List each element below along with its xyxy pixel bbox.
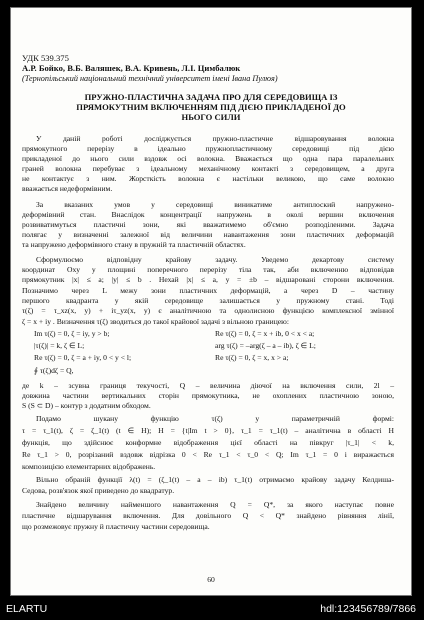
body-line: пластичне відшарування включення. Для довільного Q < Q* знайдено рівняння лінії, [22,511,394,520]
document-page [10,7,412,596]
body-line: граней волокна перебуває з ідеальному механічному контакті з середовищем, а друга [22,164,394,173]
authors: А.Р. Бойко, В.Б. Валяшек, В.А. Кривень, Л.І. Цимбалюк [22,63,241,73]
body-line: довжина частини вертикальних сторін прямокутника, не охоплених пластичною зоною, [22,391,394,400]
body-line: ζ = x + iy . Визначення τ(ζ) зводиться до такої крайової задачі з вільною границею: [22,317,289,326]
body-line: першого квадранта у якій середовище залишається у пружному стані. Тоді [22,296,394,305]
title-line: ПРЯМОКУТНИМ ВКЛЮЧЕННЯМ ПІД ДІЄЮ ПРИКЛАДЕНОЇ ДО [76,102,346,112]
body-line: координат Oxy у площині поперечного перерізу тіла так, аби включенню відповідав [22,265,394,274]
equation: Im τ(ζ) = 0, ζ = iy, y > b; [34,329,110,338]
equation: ∮ τ(ζ)dζ = Q, [34,366,74,375]
affiliation: (Тернопільський національний технічний університет імені Івана Пулюя) [22,74,278,83]
body-line: Вільно обраній функції λ(t) = (ζ_1(t) – a – ib) τ_1(t) отримаємо крайову задачу Келдиша- [36,475,394,484]
body-line: Сформулюємо відповідну крайову задачу. Уведемо декартову систему [36,255,394,264]
equation: Re τ(ζ) = 0, ζ = x + ib, 0 < x < a; [215,329,315,338]
body-line: не контактує з ним. Жорсткість волокна є настільки великою, що саме волокно [22,174,394,183]
body-line: вважається недеформівним. [22,184,113,193]
body-line: Позначимо через L межу зони пластичних деформацій, а через D – частину [22,286,394,295]
body-line: Знайдено величину найменшого навантаження Q = Q*, за якого наступає повне [36,500,394,509]
body-line: Подамо шукану функцію τ(ζ) у параметричній формі: [36,414,394,423]
udk-code: УДК 539.375 [22,53,69,63]
body-line: прямокутного перерізу в ідеально пружнопластичному середовищі під дією [22,144,394,153]
body-line: та напружено деформівного стану в пружній та пластичній областях. [22,240,246,249]
body-line: S (S ⊂ D) – контур з додатним обходом. [22,401,151,410]
body-line: Седова, розв'язок якої приведено до квадратур. [22,486,175,495]
body-line: полягає у визначенні залежної від величини навантаження зони пластичних деформацій [22,230,394,239]
body-line: деформівний стан. Внаслідок концентрації напружень в околі вершин включення [22,210,394,219]
equation: Re τ(ζ) = 0, ζ = x, x > a; [215,353,289,362]
body-line: τ = τ_1(t), ζ = ζ_1(t) (t ∈ H); H = {t|Im t > 0}, τ_1 = τ_1(t) – аналітична в області H [22,426,394,435]
body-line: функція, що здійснює конформне відображення цієї області на півкруг |τ_1| < k, [22,438,394,447]
body-line: що розмежовує пружну й пластичну частини середовища. [22,522,210,531]
equation: |τ(ζ)| = k, ζ ∈ L; [34,341,85,350]
body-line: прикладеної до нього сили вздовж осі волокна. Вважається що одна пара паралельних [22,154,394,163]
title-line: ПРУЖНО-ПЛАСТИЧНА ЗАДАЧА ПРО ДЛЯ СЕРЕДОВИЩА ІЗ [84,92,338,102]
body-line: прямокутник |x| ≤ a; |y| ≤ b . Нехай |x| ≤ a, y = ±b – відшаровані сторони включення. [22,275,394,284]
body-line: У даній роботі досліджується пружно-пластичне відшаровування волокна [36,134,394,143]
footer-repository-name: ELARTU [6,603,48,615]
body-line: композицією елементарних відображень. [22,462,156,471]
title-line: НЬОГО СИЛИ [181,112,241,122]
page-number: 60 [207,575,215,584]
footer-handle: hdl:123456789/7866 [320,603,416,615]
body-line: розвиватимуться пластичні зони, які вважатимемо об'ємно розподіленими. Задача [22,220,394,229]
equation: arg τ(ζ) = –arg(ζ – a – ib), ζ ∈ L; [215,341,316,350]
body-line: За вказаних умов у середовищі виникатиме антиплоский напружено- [36,200,394,209]
body-line: де k – зсувна границя текучості, Q – величина діючої на включення сили, 2l – [22,381,394,390]
body-line: τ(ζ) = τ_xz(x, y) + iτ_yz(x, y) є аналітичною та однолисною функцією комплексної змінної [22,306,394,315]
equation: Re τ(ζ) = 0, ζ = a + iy, 0 < y < l; [34,353,132,362]
body-line: Re τ_1 > 0, розрізаний вздовж відрізка 0 < Re τ_1 < τ_0 < Q; Im τ_1 = 0 і виражається [22,450,394,459]
